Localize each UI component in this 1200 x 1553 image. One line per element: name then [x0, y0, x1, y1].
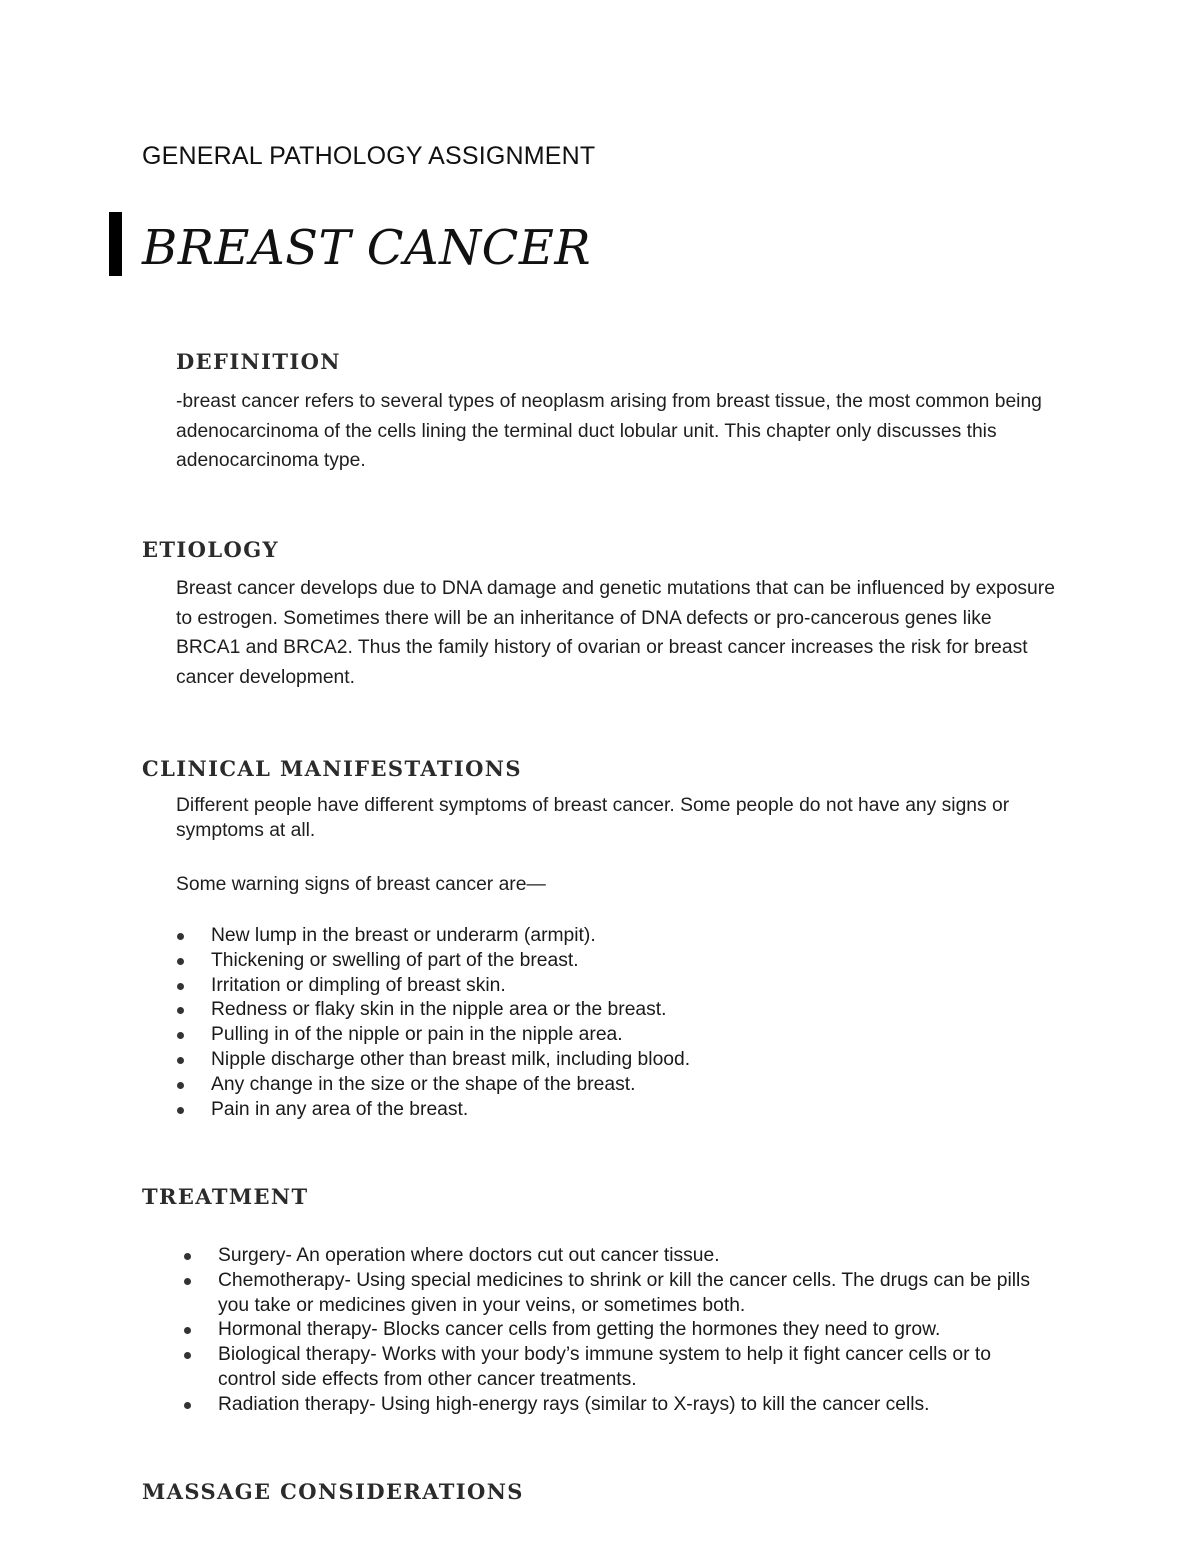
page-title: BREAST CANCER: [142, 220, 592, 276]
bullet-icon: [184, 1402, 191, 1409]
list-item: Pain in any area of the breast.: [211, 1098, 1071, 1123]
list-item: Surgery- An operation where doctors cut out cancer tissue.: [218, 1244, 1048, 1269]
list-item: Biological therapy- Works with your body’s immune system to help it fight cancer cells or to control side effects from other cancer treatments.: [218, 1343, 1048, 1393]
bullet-icon: [177, 1082, 184, 1089]
etiology-heading: ETIOLOGY: [142, 537, 279, 562]
bullet-icon: [177, 933, 184, 940]
bullet-icon: [184, 1327, 191, 1334]
definition-heading: DEFINITION: [176, 349, 341, 374]
bullet-icon: [177, 958, 184, 965]
list-item: Irritation or dimpling of breast skin.: [211, 974, 1071, 999]
bullet-icon: [177, 1057, 184, 1064]
bullet-icon: [177, 983, 184, 990]
bullet-icon: [184, 1253, 191, 1260]
list-item: Redness or flaky skin in the nipple area or the breast.: [211, 998, 1071, 1023]
list-item: Nipple discharge other than breast milk, including blood.: [211, 1048, 1071, 1073]
clinical-heading: CLINICAL MANIFESTATIONS: [142, 756, 522, 781]
list-item: Chemotherapy- Using special medicines to shrink or kill the cancer cells. The drugs can be pills you take or medicines given in your veins, or sometimes both.: [218, 1269, 1048, 1319]
list-item: Hormonal therapy- Blocks cancer cells from getting the hormones they need to grow.: [218, 1318, 1048, 1343]
list-item: Any change in the size or the shape of the breast.: [211, 1073, 1071, 1098]
treatment-heading: TREATMENT: [142, 1184, 309, 1209]
massage-heading: MASSAGE CONSIDERATIONS: [142, 1479, 524, 1504]
title-accent-bar: [109, 212, 122, 276]
bullet-icon: [177, 1107, 184, 1114]
bullet-icon: [177, 1032, 184, 1039]
bullet-icon: [177, 1007, 184, 1014]
definition-text: -breast cancer refers to several types of neoplasm arising from breast tissue, the most common being adenocarcinoma of the cells lining the terminal duct lobular unit. This chapter only discusses this adenocarcinoma type.: [176, 391, 1042, 471]
warning-signs-intro: Some warning signs of breast cancer are—: [176, 874, 546, 895]
list-item: Thickening or swelling of part of the breast.: [211, 949, 1071, 974]
list-item: New lump in the breast or underarm (armpit).: [211, 924, 1071, 949]
bullet-icon: [184, 1278, 191, 1285]
warning-signs-list: [211, 924, 1071, 1122]
assignment-title: GENERAL PATHOLOGY ASSIGNMENT: [142, 142, 596, 170]
etiology-text: Breast cancer develops due to DNA damage and genetic mutations that can be influenced by exposure to estrogen. Sometimes there will be an inheritance of DNA defects or pro-cancerous genes like BRCA1 and BRCA2. Thus the family history of ovarian or breast cancer increases the risk for breast cancer development.: [176, 578, 1055, 688]
list-item: Pulling in of the nipple or pain in the nipple area.: [211, 1023, 1071, 1048]
list-item: Radiation therapy- Using high-energy rays (similar to X-rays) to kill the cancer cells.: [218, 1393, 1048, 1418]
treatment-list: [218, 1244, 1048, 1418]
bullet-icon: [184, 1352, 191, 1359]
clinical-intro: Different people have different symptoms of breast cancer. Some people do not have any signs or symptoms at all.: [176, 795, 1010, 841]
